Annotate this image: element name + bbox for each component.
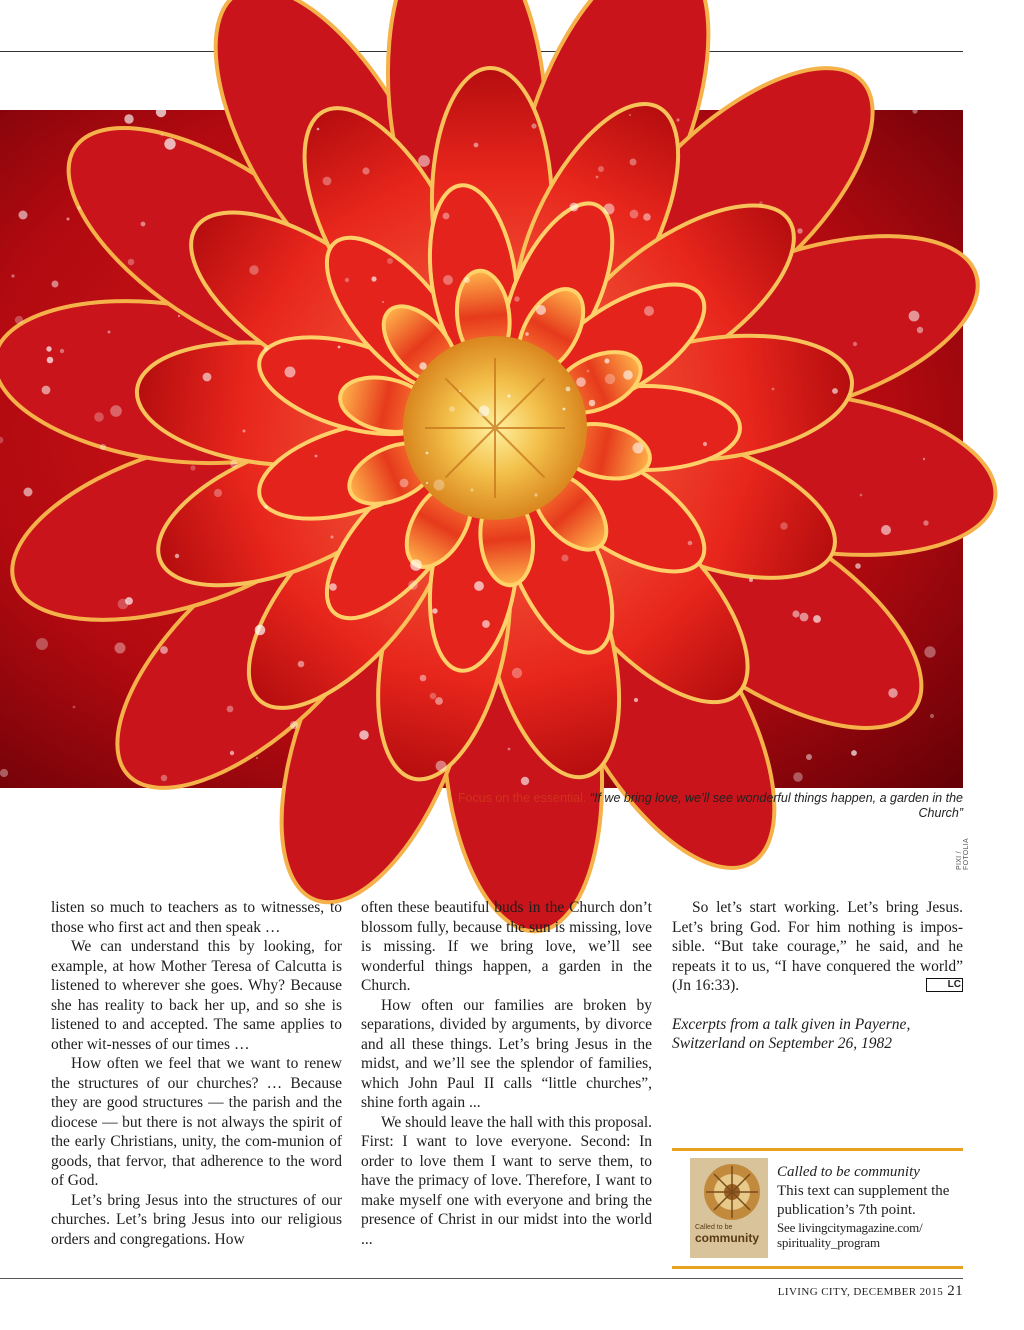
excerpt-note: Excerpts from a talk given in Payerne, Switzerland on September 26, 1982 bbox=[672, 1015, 911, 1052]
folio bbox=[778, 1283, 963, 1300]
sidebar-text bbox=[777, 1163, 963, 1250]
booklet-cover-thumbnail[interactable] bbox=[690, 1158, 768, 1258]
paragraph: listen so much to teachers as to witnesses, to those who first act and then speak … bbox=[51, 899, 342, 936]
sidebar-box bbox=[672, 1148, 963, 1269]
paragraph: Let’s bring Jesus into the structures of our churches. Let’s bring Jesus into our religious orders and congregations. How bbox=[51, 1191, 342, 1248]
paragraph-with-end-mark bbox=[672, 898, 963, 996]
sidebar-body: This text can supplement the publication’s 7th point. bbox=[777, 1183, 950, 1218]
paragraph: We should leave the hall with this proposal. First: I want to love everyone. Second: In order to love them I want to serve them, to have the primacy of love. Therefore, I want to make myself one with everyone and bring the presence of Christ in our midst into the world ... bbox=[361, 1113, 652, 1248]
caption-lead: Focus on the essential. bbox=[457, 791, 587, 805]
photo-credit: PIXI / FOTOLIA bbox=[956, 838, 970, 870]
sidebar-link[interactable]: See livingcitymagazine.com/ spirituality_program bbox=[777, 1220, 923, 1250]
paragraph: So let’s start working. Let’s bring Jesus. Let’s bring God. For him nothing is impos-sible. “But take courage,” he said, and he repeats it to us, “I have conquered the world” (Jn 16:33). bbox=[672, 899, 963, 994]
paragraph: How often we feel that we want to renew the structures of our churches? … Because they are good structures — the parish and the diocese — but there is not always the spirit of the early Christians, unity, the com-munion of goods, that fervor, that adherence to the word of God. bbox=[51, 1055, 342, 1189]
paragraph: How often our families are broken by separations, divided by arguments, by divorce and all these things. Let’s bring Jesus in the midst, and we’ll see the splendor of families, which John Paul II calls “little churches”, shine forth again ... bbox=[361, 996, 652, 1111]
article-column-3 bbox=[672, 898, 963, 1054]
caption-quote: “If we bring love, we’ll see wonderful things happen, a garden in the Church” bbox=[589, 791, 963, 820]
photo-caption bbox=[443, 791, 963, 821]
paragraph: We can understand this by looking, for example, at how Mother Teresa of Calcutta is listened to wherever she goes. Why? Because she has reality to back her up, and so she is listened to and accepted. The same applies to other wit-nesses of our times … bbox=[51, 938, 342, 1053]
thumb-title-small: Called to be bbox=[695, 1224, 733, 1231]
publication-name: LIVING CITY, DECEMBER 2015 bbox=[777, 1286, 944, 1298]
sidebar-title: Called to be community bbox=[777, 1164, 920, 1180]
end-mark-icon: LC bbox=[926, 978, 963, 992]
page-number: 21 bbox=[947, 1283, 963, 1299]
article-column-2 bbox=[361, 898, 652, 1249]
dahlia-illustration bbox=[0, 110, 963, 788]
article-column-1 bbox=[51, 898, 342, 1249]
bottom-rule bbox=[0, 1278, 963, 1279]
thumb-title-big: community bbox=[695, 1231, 760, 1245]
paragraph: often these beautiful buds in the Church don’t blossom fully, because the sun is missing, love is missing. If we bring love, we’ll see wonderful things happen, a garden in the Church. bbox=[361, 899, 652, 994]
